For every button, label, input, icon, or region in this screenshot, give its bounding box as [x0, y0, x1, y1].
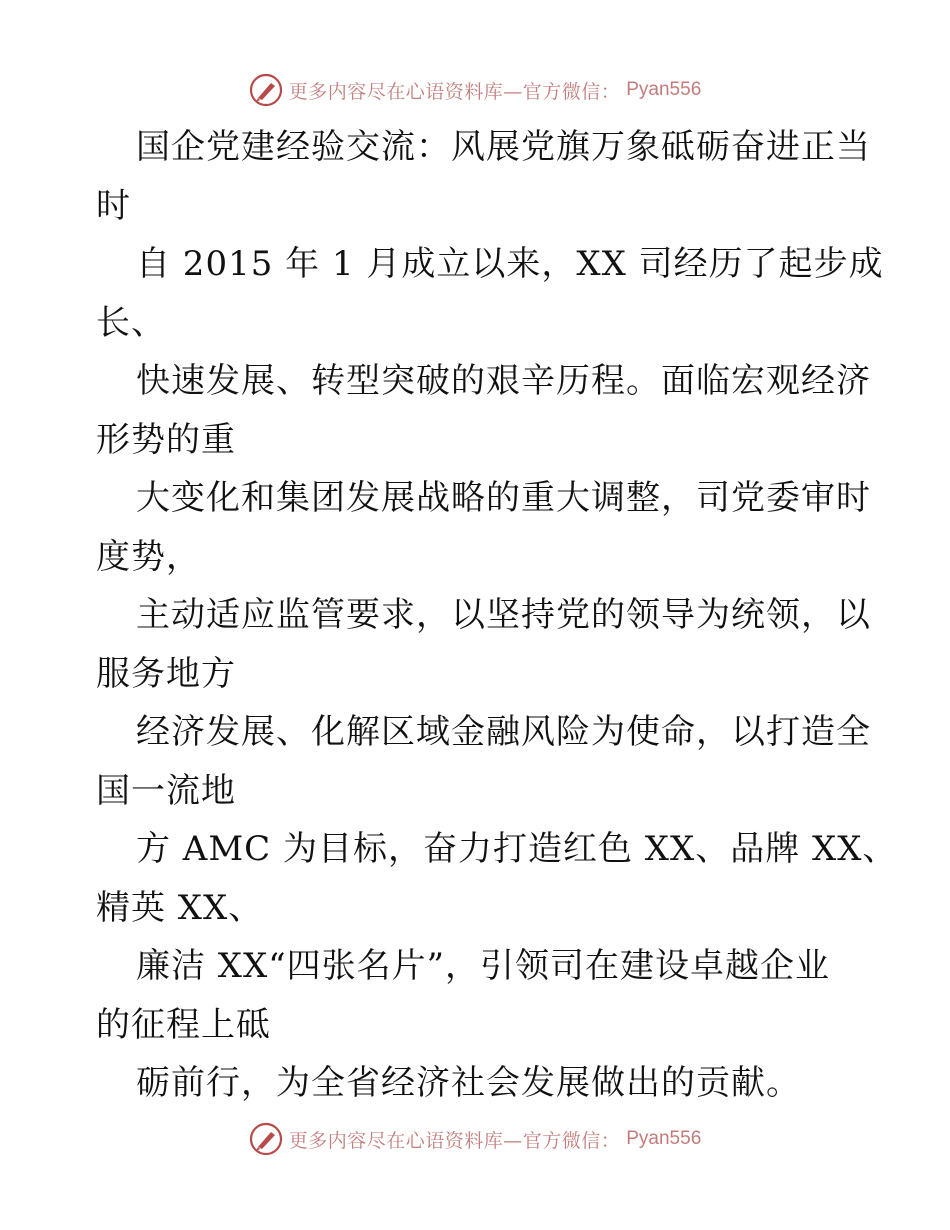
doc-title-line-1: 国企党建经验交流：风展党旗万象砥砺奋进正当: [136, 127, 871, 167]
paragraph-line: 的征程上砥: [96, 1004, 271, 1045]
paragraph-line: 经济发展、化解区域金融风险为使命，以打造全: [136, 712, 871, 752]
doc-title-line-2: 时: [96, 185, 131, 226]
paragraph-line: 廉洁 XX“四张名片”，引领司在建设卓越企业: [136, 946, 830, 986]
banner-text: 更多内容尽在心语资料库—官方微信：: [288, 1129, 621, 1152]
paragraph-line: 国一流地: [96, 770, 236, 811]
banner-wechat-id: Pyan556: [626, 1128, 702, 1149]
quill-pen-icon: [249, 73, 283, 107]
paragraph-line: 大变化和集团发展战略的重大调整，司党委审时: [136, 478, 871, 518]
paragraph-line: 度势，: [96, 536, 201, 577]
quill-pen-icon: [249, 1122, 283, 1156]
paragraph-line: 砺前行，为全省经济社会发展做出的贡献。: [136, 1063, 801, 1103]
document-body: [96, 118, 898, 1113]
paragraph-line: 自 2015 年 1 月成立以来，XX 司经历了起步成: [136, 244, 884, 284]
paragraph-line: 长、: [96, 302, 166, 343]
paragraph-line: 形势的重: [96, 419, 236, 460]
footer-banner: [0, 1121, 950, 1157]
paragraph-line: 精英 XX、: [96, 887, 264, 928]
paragraph-line: 主动适应监管要求，以坚持党的领导为统领，以: [136, 595, 871, 635]
paragraph-line: 服务地方: [96, 653, 236, 694]
paragraph-line: 快速发展、转型突破的艰辛历程。面临宏观经济: [136, 361, 871, 401]
banner-wechat-id: Pyan556: [626, 79, 702, 100]
banner-text: 更多内容尽在心语资料库—官方微信：: [288, 80, 621, 103]
paragraph-line: 方 AMC 为目标，奋力打造红色 XX、品牌 XX、: [136, 829, 898, 869]
header-banner: [0, 72, 950, 108]
